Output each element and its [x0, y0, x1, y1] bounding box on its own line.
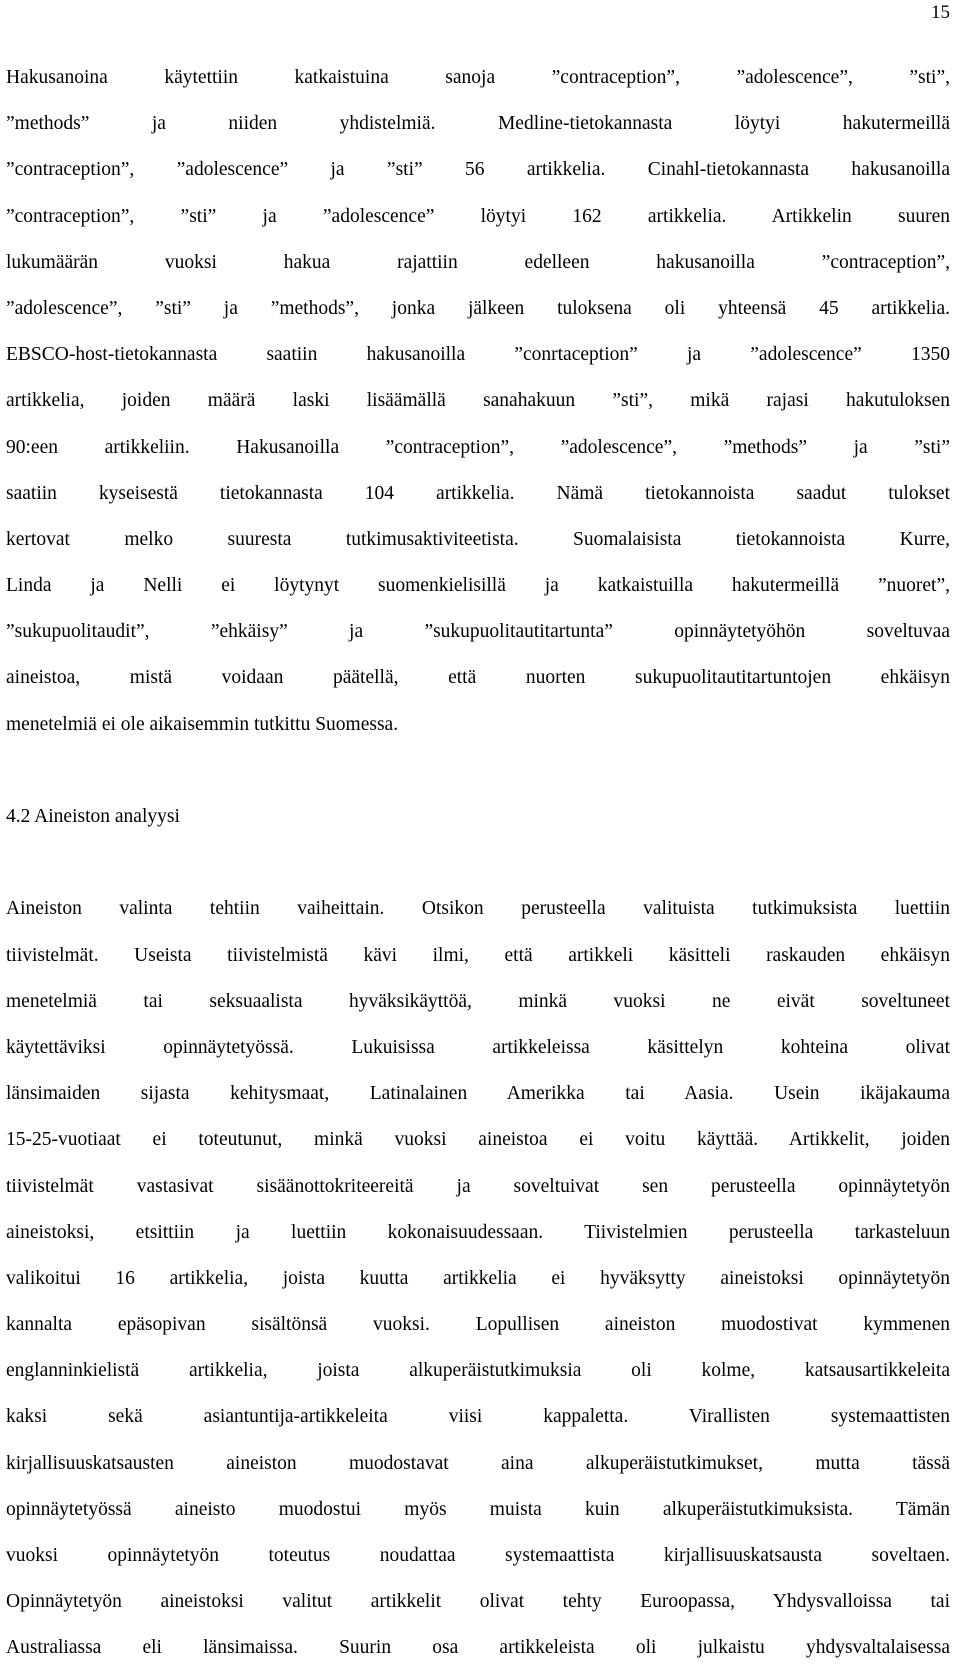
- paragraph-line: Aineiston valinta tehtiin vaiheittain. Otsikon perusteella valituista tutkimuksista luettiin: [6, 898, 950, 920]
- paragraph-line: EBSCO-host-tietokannasta saatiin hakusanoilla ”conrtaception” ja ”adolescence” 1350: [6, 344, 950, 366]
- paragraph-line: opinnäytetyössä aineisto muodostui myös muista kuin alkuperäistutkimuksista. Tämän: [6, 1498, 950, 1520]
- page-number: 15: [931, 2, 950, 23]
- paragraph-line: kannalta epäsopivan sisältönsä vuoksi. Lopullisen aineiston muodostivat kymmenen: [6, 1314, 950, 1336]
- paragraph-line: menetelmiä ei ole aikaisemmin tutkittu Suomessa.: [6, 713, 399, 735]
- page-content: [6, 55, 950, 1672]
- paragraph-line: länsimaiden sijasta kehitysmaat, Latinalainen Amerikka tai Aasia. Usein ikäjakauma: [6, 1083, 950, 1105]
- spacer: [6, 840, 950, 886]
- paragraph-line: 90:een artikkeliin. Hakusanoilla ”contraception”, ”adolescence”, ”methods” ja ”sti”: [6, 436, 950, 458]
- paragraph-line: Australiassa eli länsimaissa. Suurin osa artikkeleista oli julkaistu yhdysvaltalaisessa: [6, 1637, 950, 1659]
- paragraph-line: tiivistelmät vastasivat sisäänottokriteereitä ja soveltuivat sen perusteella opinnäytetyön: [6, 1175, 950, 1197]
- paragraph-line: vuoksi opinnäytetyön toteutus noudattaa systemaattista kirjallisuuskatsausta soveltaen.: [6, 1545, 950, 1566]
- paragraph-line: Hakusanoina käytettiin katkaistuina sanoja ”contraception”, ”adolescence”, ”sti”,: [6, 67, 950, 88]
- paragraph-line: kirjallisuuskatsausten aineiston muodostavat aina alkuperäistutkimukset, mutta tässä: [6, 1452, 950, 1474]
- paragraph-line: lukumäärän vuoksi hakua rajattiin edelleen hakusanoilla ”contraception”,: [6, 251, 950, 273]
- spacer: [6, 748, 950, 794]
- paragraph-line: 15-25-vuotiaat ei toteutunut, minkä vuoksi aineistoa ei voitu käyttää. Artikkelit, joiden: [6, 1129, 950, 1151]
- paragraph-line: ”adolescence”, ”sti” ja ”methods”, jonka jälkeen tuloksena oli yhteensä 45 artikkelia.: [6, 297, 950, 319]
- paragraph-line: ”sukupuolitaudit”, ”ehkäisy” ja ”sukupuolitautitartunta” opinnäytetyöhön soveltuvaa: [6, 621, 950, 643]
- paragraph-analysis: [6, 886, 950, 1671]
- paragraph-line: aineistoksi, etsittiin ja luettiin kokonaisuudessaan. Tiivistelmien perusteella tarkasteluun: [6, 1221, 950, 1243]
- paragraph-line: artikkelia, joiden määrä laski lisäämällä sanahakuun ”sti”, mikä rajasi hakutuloksen: [6, 390, 950, 412]
- paragraph-line: kaksi sekä asiantuntija-artikkeleita viisi kappaletta. Virallisten systemaattisten: [6, 1406, 950, 1428]
- paragraph-line: ”contraception”, ”adolescence” ja ”sti” 56 artikkelia. Cinahl-tietokannasta hakusanoilla: [6, 159, 950, 181]
- paragraph-line: valikoitui 16 artikkelia, joista kuutta artikkelia ei hyväksytty aineistoksi opinnäytetyön: [6, 1267, 950, 1289]
- paragraph-line: Opinnäytetyön aineistoksi valitut artikkelit olivat tehty Euroopassa, Yhdysvalloissa tai: [6, 1591, 950, 1613]
- paragraph-line: ”contraception”, ”sti” ja ”adolescence” löytyi 162 artikkelia. Artikkelin suuren: [6, 205, 950, 227]
- paragraph-line: kertovat melko suuresta tutkimusaktiviteetista. Suomalaisista tietokannoista Kurre,: [6, 528, 950, 550]
- paragraph-line: englanninkielistä artikkelia, joista alkuperäistutkimuksia oli kolme, katsausartikkeleita: [6, 1360, 950, 1382]
- paragraph-line: menetelmiä tai seksuaalista hyväksikäyttöä, minkä vuoksi ne eivät soveltuneet: [6, 990, 950, 1012]
- paragraph-line: saatiin kyseisestä tietokannasta 104 artikkelia. Nämä tietokannoista saadut tulokset: [6, 482, 950, 504]
- paragraph-line: ”methods” ja niiden yhdistelmiä. Medline-tietokannasta löytyi hakutermeillä: [6, 113, 950, 135]
- paragraph-line: käytettäviksi opinnäytetyössä. Lukuisissa artikkeleissa käsittelyn kohteina olivat: [6, 1036, 950, 1058]
- section-heading: 4.2 Aineiston analyysi: [6, 806, 180, 827]
- paragraph-line: tiivistelmät. Useista tiivistelmistä kävi ilmi, että artikkeli käsitteli raskauden ehkäisyn: [6, 944, 950, 966]
- paragraph-line: Linda ja Nelli ei löytynyt suomenkielisillä ja katkaistuilla hakutermeillä ”nuoret”,: [6, 575, 950, 597]
- paragraph-search-terms: [6, 55, 950, 748]
- paragraph-line: aineistoa, mistä voidaan päätellä, että nuorten sukupuolitautitartuntojen ehkäisyn: [6, 667, 950, 689]
